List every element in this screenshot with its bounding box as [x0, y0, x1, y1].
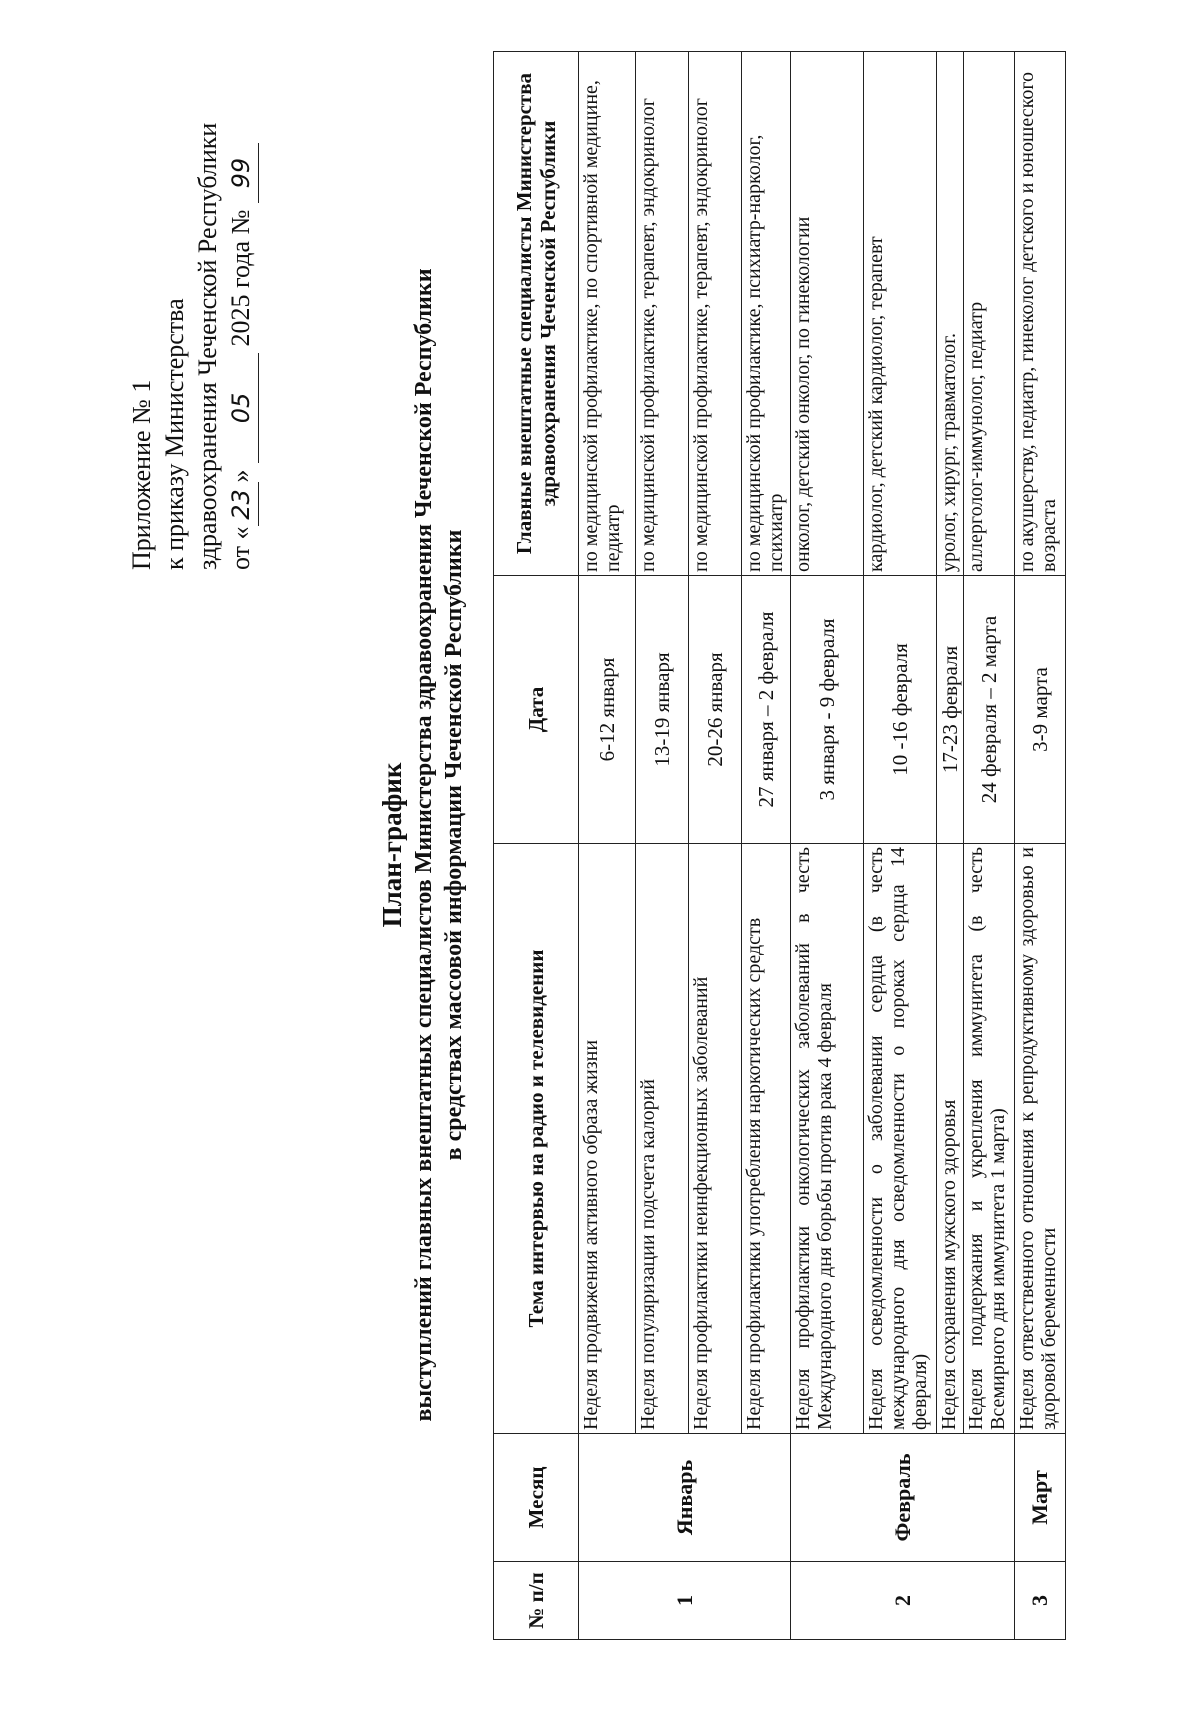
topic-cell: Неделя осведомленности о заболевании сердца (в честь международного дня осведомленности о пороках сердца 14 февраля): [864, 844, 937, 1434]
header-date: Дата: [494, 576, 579, 844]
date-suffix: 2025 года №: [226, 209, 255, 347]
topic-cell: Неделя поддержания и укрепления иммунитета (в честь Всемирного дня иммунитета 1 марта): [964, 844, 1015, 1434]
row-number: 2: [791, 1562, 1015, 1640]
date-cell: 3 января - 9 февраля: [791, 576, 864, 844]
table-row: [742, 52, 791, 1640]
specialists-cell: по медицинской профилактике, терапевт, эндокринолог: [636, 52, 689, 576]
schedule-table: [493, 51, 1066, 1640]
month-cell: Февраль: [791, 1434, 1015, 1562]
handwritten-order-number: 99: [225, 143, 259, 203]
row-number: 3: [1015, 1562, 1066, 1640]
topic-cell: Неделя сохранения мужского здоровья: [937, 844, 964, 1434]
date-cell: 20-26 января: [689, 576, 742, 844]
topic-cell: Неделя профилактики онкологических заболеваний в честь Международного дня борьбы против рака 4 февраля: [791, 844, 864, 1434]
specialists-cell: уролог, хирург, травматолог.: [937, 52, 964, 576]
table-row: [689, 52, 742, 1640]
handwritten-day: 23: [225, 482, 259, 526]
table-row: [636, 52, 689, 1640]
table-row: [964, 52, 1015, 1640]
specialists-cell: по медицинской профилактике, психиатр-нарколог, психиатр: [742, 52, 791, 576]
table-row: [791, 52, 864, 1640]
topic-cell: Неделя ответственного отношения к репродуктивному здоровью и здоровой беременности: [1015, 844, 1066, 1434]
date-cell: 10 -16 февраля: [864, 576, 937, 844]
date-cell: 6-12 января: [579, 576, 636, 844]
appendix-header: [125, 50, 259, 570]
date-prefix: от «: [226, 526, 255, 570]
appendix-line-3: здравоохранения Чеченской Республики: [193, 122, 222, 570]
header-specialists: Главные внештатные специалисты Министерства здравоохранения Чеченской Республики: [494, 52, 579, 576]
header-num: № п/п: [494, 1562, 579, 1640]
date-cell: 17-23 февраля: [937, 576, 964, 844]
handwritten-month: 05: [225, 353, 259, 463]
date-cell: 3-9 марта: [1015, 576, 1066, 844]
table-row: [1015, 52, 1066, 1640]
topic-cell: Неделя популяризации подсчета калорий: [636, 844, 689, 1434]
appendix-line-1: Приложение № 1: [127, 379, 156, 570]
date-cell: 13-19 января: [636, 576, 689, 844]
table-row: [864, 52, 937, 1640]
title-line-2: выступлений главных внештатных специалистов Министерства здравоохранения Чеченской Республики: [411, 268, 437, 1422]
title-line-3: в средствах массовой информации Чеченской Республики: [441, 529, 467, 1161]
header-month: Месяц: [494, 1434, 579, 1562]
appendix-date-line: [224, 50, 259, 570]
specialists-cell: кардиолог, детский кардиолог, терапевт: [864, 52, 937, 576]
date-cell: 27 января – 2 февраля: [742, 576, 791, 844]
month-cell: Январь: [579, 1434, 791, 1562]
date-mid: »: [226, 469, 255, 483]
table-row: [937, 52, 964, 1640]
document-title: [375, 45, 469, 1645]
specialists-cell: онколог, детский онколог, по гинекологии: [791, 52, 864, 576]
rotated-document-page: [85, 45, 1135, 1645]
table-row: [579, 52, 636, 1640]
date-cell: 24 февраля – 2 марта: [964, 576, 1015, 844]
topic-cell: Неделя профилактики неинфекционных заболеваний: [689, 844, 742, 1434]
specialists-cell: аллерголог-иммунолог, педиатр: [964, 52, 1015, 576]
specialists-cell: по медицинской профилактике, по спортивной медицине, педиатр: [579, 52, 636, 576]
topic-cell: Неделя продвижения активного образа жизни: [579, 844, 636, 1434]
header-topic: Тема интервью на радио и телевидении: [494, 844, 579, 1434]
month-cell: Март: [1015, 1434, 1066, 1562]
specialists-cell: по медицинской профилактике, терапевт, эндокринолог: [689, 52, 742, 576]
table-header-row: [494, 52, 579, 1640]
title-line-1: План-график: [377, 762, 407, 928]
appendix-line-2: к приказу Министерства: [160, 298, 189, 570]
topic-cell: Неделя профилактики употребления наркотических средств: [742, 844, 791, 1434]
row-number: 1: [579, 1562, 791, 1640]
specialists-cell: по акушерству, педиатр, гинеколог детского и юношеского возраста: [1015, 52, 1066, 576]
